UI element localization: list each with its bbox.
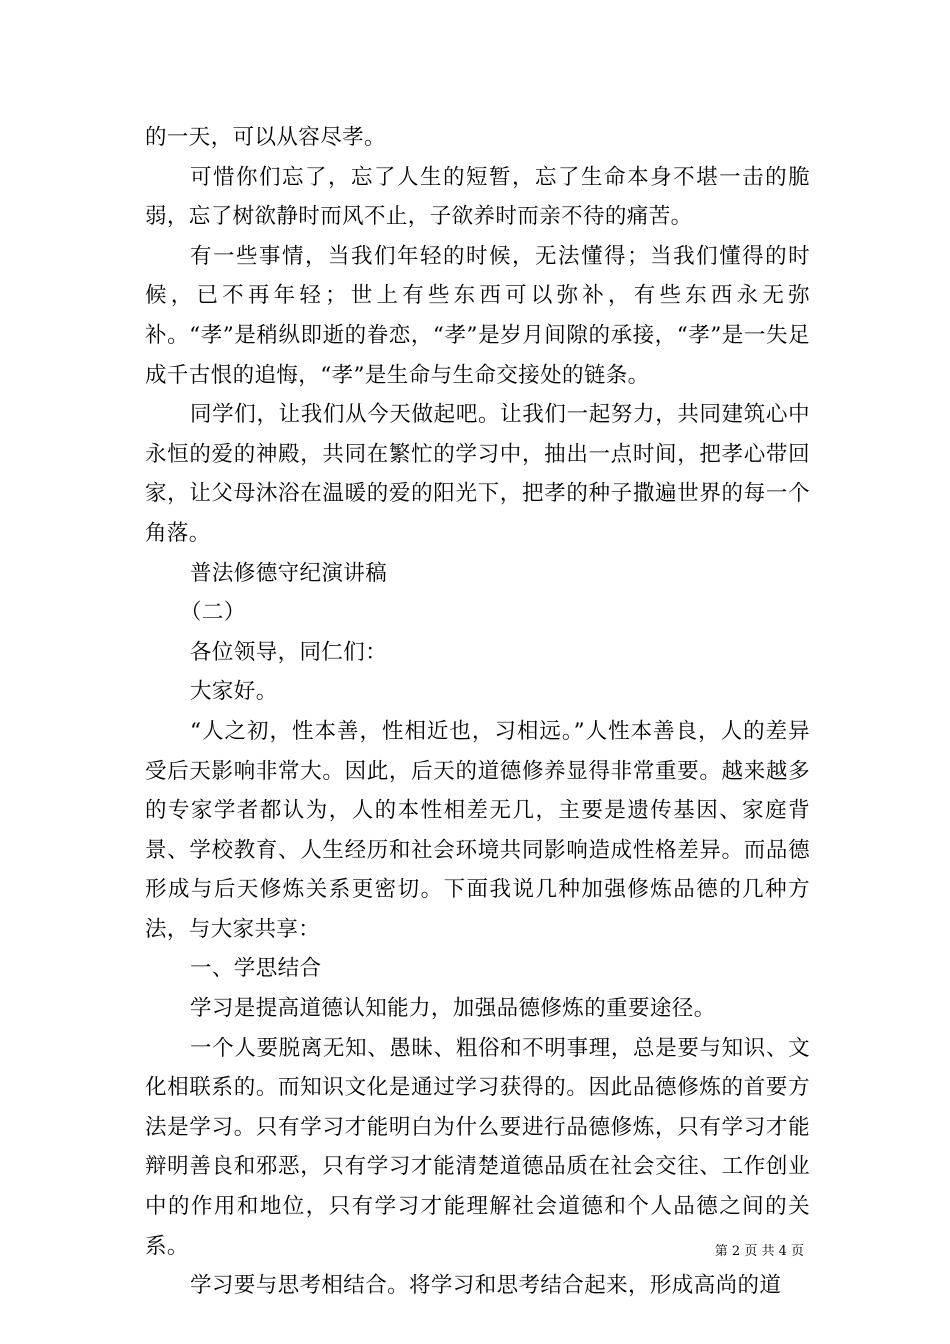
paragraph: “人之初，性本善，性相近也，习相远。”人性本善良，人的差异受后天影响非常大。因此，后天的道德修养显得非常重要。越来越多的专家学者都认为，人的本性相差无几，主要是遗传基因、家庭背景、学校教育、人生经历和社会环境共同影响造成性格差异。而品德形成与后天修炼关系更密切。下面我说几种加强修炼品德的几种方法，与大家共享：	[145, 718, 810, 942]
paragraph: 可惜你们忘了，忘了人生的短暂，忘了生命本身不堪一击的脆弱，忘了树欲静时而风不止，子欲养时而亲不待的痛苦。	[145, 164, 810, 230]
salutation: 各位领导，同仁们：	[190, 639, 388, 665]
paragraph: 学习是提高道德认知能力，加强品德修炼的重要途径。	[190, 996, 716, 1022]
section-number: （二）	[180, 600, 246, 626]
document-body	[145, 118, 810, 1306]
page-number: 第 2 页 共 4 页	[714, 1244, 804, 1259]
paragraph: 一个人要脱离无知、愚昧、粗俗和不明事理，总是要与知识、文化相联系的。而知识文化是通过学习获得的。因此品德修炼的首要方法是学习。只有学习才能明白为什么要进行品德修炼，只有学习才能辩明善良和邪恶，只有学习才能清楚道德品质在社会交往、工作创业中的作用和地位，只有学习才能理解社会道德和个人品德之间的关系。	[145, 1035, 810, 1259]
paragraph: 有一些事情，当我们年轻的时候，无法懂得；当我们懂得的时候，已不再年轻；世上有些东西可以弥补，有些东西永无弥补。“孝”是稍纵即逝的眷恋，“孝”是岁月间隙的承接，“孝”是一失足成千古恨的追悔，“孝”是生命与生命交接处的链条。	[145, 243, 810, 388]
paragraph: 的一天，可以从容尽孝。	[145, 125, 386, 150]
paragraph: 学习要与思考相结合。将学习和思考结合起来，形成高尚的道	[190, 1273, 782, 1299]
paragraph: 同学们，让我们从今天做起吧。让我们一起努力，共同建筑心中永恒的爱的神殿，共同在繁忙的学习中，抽出一点时间，把孝心带回家，让父母沐浴在温暖的爱的阳光下，把孝的种子撒遍世界的每一个角落。	[145, 402, 810, 546]
speech-title: 普法修德守纪演讲稿	[190, 560, 388, 586]
greeting: 大家好。	[190, 679, 278, 705]
section-heading: 一、学思结合	[190, 956, 322, 982]
